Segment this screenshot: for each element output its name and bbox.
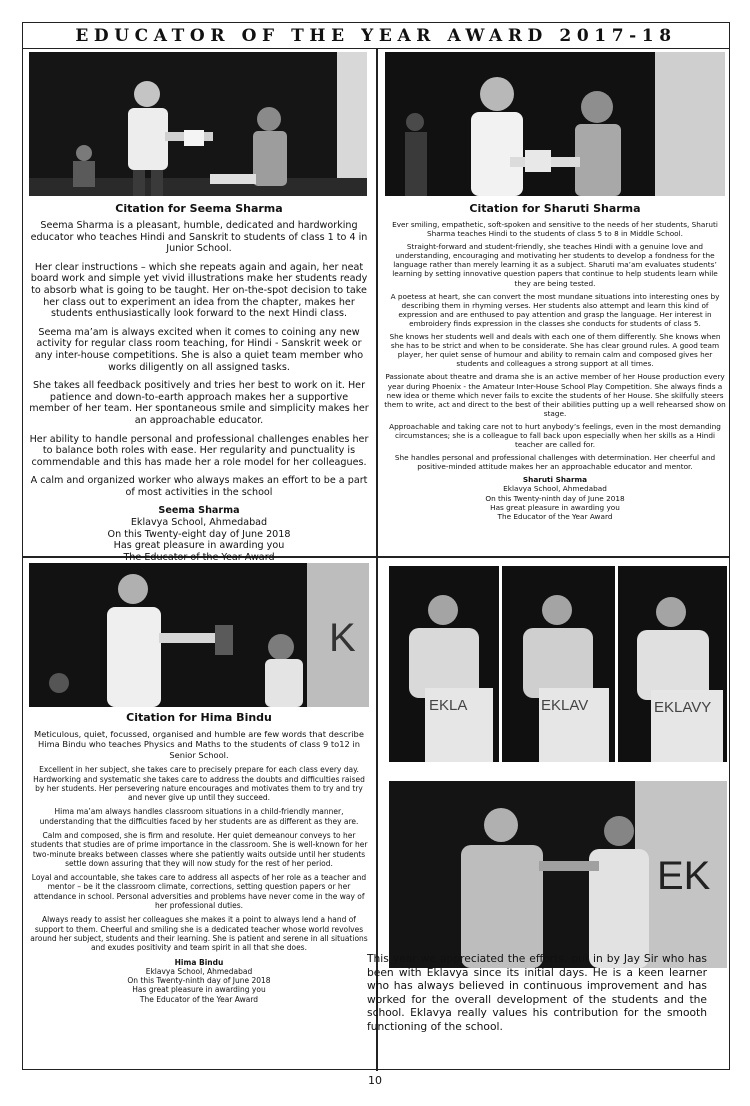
signature-block bbox=[383, 475, 727, 520]
signature-line: Eklavya School, Ahmedabad bbox=[130, 517, 268, 529]
photo-podium-speakers bbox=[389, 566, 727, 762]
backdrop-letter: K bbox=[329, 616, 356, 660]
signature-line: Eklavya School, Ahmedabad bbox=[503, 484, 607, 494]
signature-line: Has great pleasure in awarding you bbox=[490, 502, 620, 512]
signature-name: Sharuti Sharma bbox=[522, 475, 588, 485]
citation-title: Citation for Hima Bindu bbox=[126, 711, 272, 724]
citation-paragraph: Her ability to handle personal and professional challenges enables her to balance both roles with ease. Her regularity and punctuality is commendable and this has made her a role model for her colleagues. bbox=[29, 433, 369, 468]
signature-line: The Educator of the Year Award bbox=[497, 511, 613, 521]
signature-block bbox=[29, 958, 369, 1004]
citation-paragraph: Straight-forward and student-friendly, she teaches Hindi with a genuine love and understanding, encouraging and motivating her students to develop a fondness for the language rather than merely learning it as a subject. Sharuti ma’am evaluates students’ learning by setting innovative question papers that continue to help students learn while they are being tested. bbox=[392, 242, 718, 288]
citation-sharuti bbox=[383, 202, 727, 521]
page-frame bbox=[22, 22, 730, 1070]
backdrop-letters: EK bbox=[657, 854, 711, 898]
citation-paragraph: Hima ma’am always handles classroom situations in a child-friendly manner, understanding that the difficulties faced by her students are as different as they are. bbox=[39, 807, 359, 826]
jay-sir-caption: This year we appreciated the efforts, put in by Jay Sir who has been with Eklavya since its initial days. He is a keen learner who has always believed in continuous improvement and has worked for the overall development of the students and the school. Eklavya really values his contribution for the smooth functioning of the school. bbox=[367, 952, 707, 1033]
citation-paragraph: Meticulous, quiet, focussed, organised and humble are few words that describe Hima Bindu who teaches Physics and Maths to the students of class 9 to12 in Senior School. bbox=[34, 729, 364, 760]
podium-sign-1: EKLA bbox=[429, 697, 468, 714]
signature-line: Has great pleasure in awarding you bbox=[132, 985, 266, 995]
citation-hima bbox=[29, 711, 369, 1004]
signature-name: Seema Sharma bbox=[158, 505, 240, 517]
podium-sign-2: EKLAV bbox=[541, 697, 589, 714]
citation-seema bbox=[29, 202, 369, 563]
citation-paragraph: A calm and organized worker who always makes an effort to be a part of most activities in the school bbox=[30, 475, 368, 498]
signature-name: Hima Bindu bbox=[174, 957, 224, 967]
signature-line: On this Twenty-eight day of June 2018 bbox=[107, 528, 291, 540]
citation-paragraph: Seema ma’am is always excited when it comes to coining any new activity for regular class room teaching, for Hindi - Sanskrit week or any inter-house competitions. She is also a quiet team member who works diligently on all assigned tasks. bbox=[34, 326, 364, 373]
citation-paragraph: She takes all feedback positively and tries her best to work on it. Her patience and down-to-earth approach makes her a supportive member of her team. Her spontaneous smile and simplicity makes her an approachable educator. bbox=[29, 380, 369, 426]
citation-paragraph: Passionate about theatre and drama she is an active member of her House production every year during Phoenix - the Amateur Inter-House School Play Competition. She always finds a new idea or theme which never fails to excite the students of her House. She skilfully steers them to write, act and direct to the best of their abilities putting up a well rehearsed show on stage. bbox=[384, 372, 726, 418]
citation-paragraph: A poetess at heart, she can convert the most mundane situations into interesting ones by describing them in rhyming verses. Her students also attempt and learn this kind of expression and are enthused to pay attention and grasp the language. Her interest in embroidery finds expression in the classes she conducts for students of class 5. bbox=[390, 291, 720, 328]
citation-title: Citation for Seema Sharma bbox=[115, 202, 283, 215]
citation-paragraph: She handles personal and professional challenges with determination. Her cheerful and positive-minded attitude makes her an approachable educator and mentor. bbox=[394, 453, 716, 472]
signature-line: The Educator of the Year Award bbox=[123, 551, 275, 563]
photo-jay-sir bbox=[389, 781, 727, 968]
citation-paragraph: Calm and composed, she is firm and resolute. Her quiet demeanour conveys to her students that studies are of prime importance in the classroom. She is well-known for her two-minute breaks between classes where she patiently waits outside until her students settle down assuring that they will now study for the rest of her period. bbox=[30, 831, 368, 868]
citation-paragraph: She knows her students well and deals with each one of them differently. She knows when she has to be strict and when to be considerate. She has clear ground rules. A good team player, her quiet sense of humour and ability to remain calm and composed gives her students and colleagues a strong support at all times. bbox=[389, 332, 721, 369]
citation-paragraph: Approachable and taking care not to hurt anybody’s feelings, even in the most demanding circumstances; she is a colleague to fall back upon especially when her skills as a Hindi teacher are called for. bbox=[389, 421, 721, 450]
citation-title: Citation for Sharuti Sharma bbox=[469, 202, 641, 215]
citation-paragraph: Seema Sharma is a pleasant, humble, dedicated and hardworking educator who teaches Hindi and Sanskrit to students of class 1 to 4 in Junior School. bbox=[30, 220, 368, 255]
signature-line: The Educator of the Year Award bbox=[139, 994, 259, 1004]
signature-line: Has great pleasure in awarding you bbox=[113, 540, 285, 552]
citation-paragraph: Loyal and accountable, she takes care to address all aspects of her role as a teacher and mentor – be it the classroom climate, corrections, setting question papers or her attendance in school. Personal adversities and problems have never come in the way of her professional duties. bbox=[31, 873, 367, 911]
citation-paragraph: Excellent in her subject, she takes care to precisely prepare for each class every day. Hardworking and systematic she takes care to address the doubts and difficulties raised by her students. Her persevering nature encourages and motivates them to try and try and never give up until they succeed. bbox=[33, 765, 365, 803]
signature-line: On this Twenty-ninth day of June 2018 bbox=[127, 976, 271, 986]
citation-paragraph: Always ready to assist her colleagues she makes it a point to always lend a hand of support to them. Cheerful and smiling she is a dedicated teacher whose world revolves around her subject, students and their learning. She is patient and serene in all situations and exudes positivity and team spirit in all that she does. bbox=[30, 915, 368, 953]
photo-hima-award bbox=[29, 563, 369, 707]
citation-paragraph: Ever smiling, empathetic, soft-spoken and sensitive to the needs of her students, Sharuti Sharma teaches Hindi to the students of class 5 to 8 in Middle School. bbox=[392, 220, 718, 239]
photo-sharuti-award bbox=[385, 52, 725, 196]
photo-seema-award bbox=[29, 52, 367, 196]
signature-line: Eklavya School, Ahmedabad bbox=[145, 966, 253, 976]
signature-line: On this Twenty-ninth day of June 2018 bbox=[485, 493, 625, 503]
column-divider bbox=[376, 49, 378, 1071]
page-title: EDUCATOR OF THE YEAR AWARD 2017-18 bbox=[23, 23, 729, 49]
signature-block bbox=[29, 505, 369, 563]
podium-sign-3: EKLAVY bbox=[654, 699, 712, 716]
citation-paragraph: Her clear instructions – which she repeats again and again, her neat board work and simple yet vivid illustrations make her students ready to absorb what is going to be taught. Her on-the-spot decision to take her class out to experiment an idea from the chapter, makes her students enthusiastically look forward to the next Hindi class. bbox=[30, 261, 368, 320]
page-number: 10 bbox=[368, 1074, 382, 1087]
